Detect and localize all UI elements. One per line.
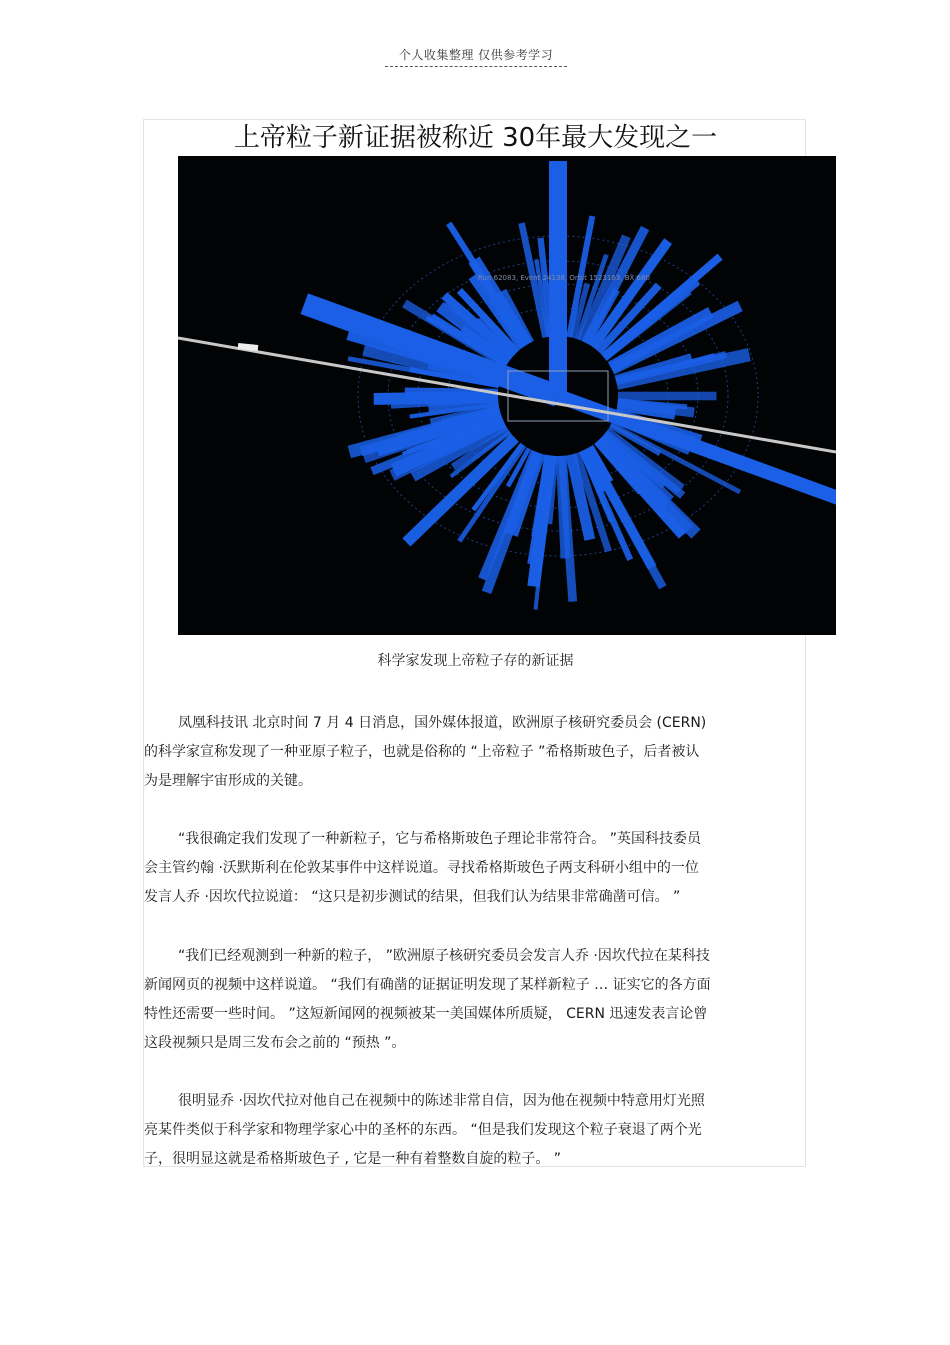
article-title: 上帝粒子新证据被称近 30年最大发现之一	[233, 123, 718, 153]
particle-collision-event-display-icon	[178, 156, 836, 635]
paragraph	[144, 1087, 807, 1174]
paragraph-line: 凤凰科技讯 北京时间 7 月 4 日消息，国外媒体报道，欧洲原子核研究委员会 (CERN)	[178, 715, 707, 731]
article	[143, 119, 806, 1167]
figure-caption: 科学家发现上帝粒子存的新证据	[377, 653, 574, 669]
paragraph-line: 亮某件类似于科学家和物理学家心中的圣杯的东西。 “但是我们发现这个粒子衰退了两个光	[144, 1122, 702, 1138]
paragraph-line: “我们已经观测到一种新的粒子， ”欧洲原子核研究委员会发言人乔 ·因坎代拉在某科技	[178, 948, 710, 964]
paragraph-line: 这段视频只是周三发布会之前的 “预热 ”。	[144, 1035, 406, 1051]
paragraph-line: 发言人乔 ·因坎代拉说道： “这只是初步测试的结果，但我们认为结果非常确凿可信。 ”	[144, 889, 681, 905]
paragraph-line: 新闻网页的视频中这样说道。 “我们有确凿的证据证明发现了某样新粒子 … 证实它的各方面	[144, 977, 711, 993]
paragraph-line: 特性还需要一些时间。 ”这短新闻网的视频被某一美国媒体所质疑， CERN 迅速发表言论曾	[144, 1006, 708, 1022]
paragraph-line: 为是理解宇宙形成的关键。	[144, 773, 312, 789]
page-header: 个人收集整理 仅供参考学习	[385, 46, 567, 67]
paragraph	[144, 709, 807, 796]
paragraph-line: 子，很明显这就是希格斯玻色子 , 它是一种有着整数自旋的粒子。 ”	[144, 1151, 562, 1167]
paragraph-line: “我很确定我们发现了一种新粒子，它与希格斯玻色子理论非常符合。 ”英国科技委员	[178, 831, 701, 847]
paragraph-line: 会主管约翰 ·沃默斯利在伦敦某事件中这样说道。寻找希格斯玻色子两支科研小组中的一位	[144, 860, 699, 876]
paragraph-line: 很明显乔 ·因坎代拉对他自己在视频中的陈述非常自信，因为他在视频中特意用灯光照	[178, 1093, 705, 1109]
paragraph	[144, 825, 807, 912]
paragraph-line: 的科学家宣称发现了一种亚原子粒子，也就是俗称的 “上帝粒子 ”希格斯玻色子，后者被认	[144, 744, 700, 760]
event-overlay-text: Run 62083, Event 24138, Orbit 1523163, BX 680	[478, 274, 650, 282]
energy-tower	[618, 392, 716, 401]
article-figure	[178, 156, 836, 635]
paragraph	[144, 942, 807, 1058]
